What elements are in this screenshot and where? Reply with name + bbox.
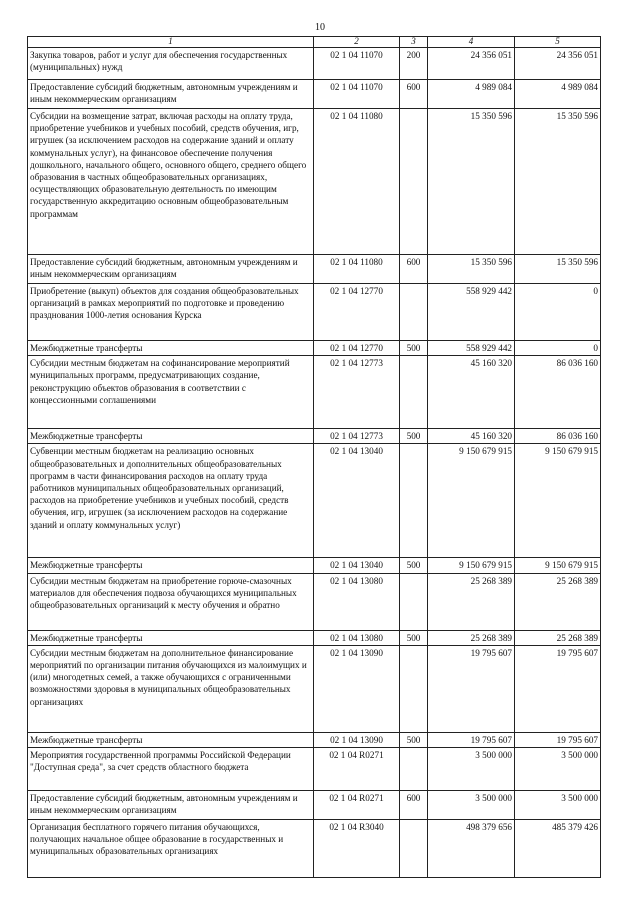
row-sum-2: 9 150 679 915 — [515, 444, 601, 558]
row-sum-2: 86 036 160 — [515, 356, 601, 429]
row-code: 02 1 04 12770 — [314, 341, 400, 356]
table-row — [28, 48, 601, 80]
row-kvr — [400, 820, 428, 878]
row-code: 02 1 04 13040 — [314, 558, 400, 573]
table-row — [28, 341, 601, 356]
row-sum-1: 558 929 442 — [428, 284, 515, 341]
table-row — [28, 255, 601, 284]
row-sum-1: 498 379 656 — [428, 820, 515, 878]
row-kvr: 600 — [400, 791, 428, 820]
row-sum-2: 15 350 596 — [515, 109, 601, 255]
row-sum-2: 3 500 000 — [515, 791, 601, 820]
row-name: Межбюджетные трансферты — [28, 341, 314, 356]
row-sum-1: 9 150 679 915 — [428, 558, 515, 573]
row-kvr — [400, 356, 428, 429]
table-row — [28, 284, 601, 341]
row-name: Субсидии на возмещение затрат, включая расходы на оплату труда, приобретение учебников и учебных пособий, средств обучения, игр, игрушек (за исключением расходов на содержание зданий и оплату коммунальных услуг), на финансовое обеспечение получения дошкольного, начального общего, основного общего, среднего общего образования в частных общеобразовательных организациях, осуществляющих образовательную деятельность по имеющим государственную аккредитацию основным общеобразовательным программам — [28, 109, 314, 255]
row-sum-2: 4 989 084 — [515, 80, 601, 109]
row-name: Приобретение (выкуп) объектов для создания общеобразовательных организаций в рамках мероприятий по подготовке и проведению празднования 1000-летия основания Курска — [28, 284, 314, 341]
row-code: 02 1 04 11080 — [314, 109, 400, 255]
row-code: 02 1 04 12773 — [314, 356, 400, 429]
row-code: 02 1 04 12773 — [314, 429, 400, 444]
row-kvr — [400, 444, 428, 558]
col-header-1: 1 — [28, 37, 314, 48]
row-name: Предоставление субсидий бюджетным, автономным учреждениям и иным некоммерческим организациям — [28, 791, 314, 820]
table-row — [28, 791, 601, 820]
row-sum-2: 0 — [515, 284, 601, 341]
table-row — [28, 645, 601, 732]
table-row — [28, 820, 601, 878]
row-sum-1: 3 500 000 — [428, 748, 515, 791]
row-name: Субсидии местным бюджетам на приобретение горюче-смазочных материалов для обеспечения подвоза обучающихся муниципальных общеобразовательных организаций к месту обучения и обратно — [28, 573, 314, 630]
row-kvr: 600 — [400, 80, 428, 109]
row-sum-2: 19 795 607 — [515, 732, 601, 747]
table-row — [28, 748, 601, 791]
row-sum-2: 86 036 160 — [515, 429, 601, 444]
row-kvr — [400, 109, 428, 255]
row-kvr — [400, 284, 428, 341]
table-row — [28, 558, 601, 573]
row-code: 02 1 04 13040 — [314, 444, 400, 558]
page-number: 10 — [315, 22, 325, 33]
row-name: Межбюджетные трансферты — [28, 732, 314, 747]
row-sum-1: 19 795 607 — [428, 732, 515, 747]
row-code: 02 1 04 13090 — [314, 645, 400, 732]
table-row — [28, 732, 601, 747]
row-name: Субсидии местным бюджетам на софинансирование мероприятий муниципальных программ, предусматривающих создание, реконструкцию объектов образования в соответствии с концессионными соглашениями — [28, 356, 314, 429]
row-name: Предоставление субсидий бюджетным, автономным учреждениям и иным некоммерческим организациям — [28, 80, 314, 109]
col-header-2: 2 — [314, 37, 400, 48]
col-header-4: 4 — [428, 37, 515, 48]
row-sum-2: 19 795 607 — [515, 645, 601, 732]
row-sum-1: 45 160 320 — [428, 356, 515, 429]
row-name: Мероприятия государственной программы Российской Федерации "Доступная среда", за счет средств областного бюджета — [28, 748, 314, 791]
budget-table — [27, 36, 601, 878]
table-row — [28, 356, 601, 429]
row-code: 02 1 04 11080 — [314, 255, 400, 284]
row-sum-1: 3 500 000 — [428, 791, 515, 820]
row-code: 02 1 04 11070 — [314, 80, 400, 109]
row-sum-1: 25 268 389 — [428, 573, 515, 630]
table-row — [28, 429, 601, 444]
row-name: Межбюджетные трансферты — [28, 558, 314, 573]
row-name: Субсидии местным бюджетам на дополнительное финансирование мероприятий по организации питания обучающихся из малоимущих и (или) многодетных семей, а также обучающихся с ограниченными возможностями здоровья в муниципальных общеобразовательных организациях — [28, 645, 314, 732]
row-code: 02 1 04 11070 — [314, 48, 400, 80]
row-name: Предоставление субсидий бюджетным, автономным учреждениям и иным некоммерческим организациям — [28, 255, 314, 284]
row-sum-2: 0 — [515, 341, 601, 356]
table-row — [28, 444, 601, 558]
row-name: Субвенции местным бюджетам на реализацию основных общеобразовательных и дополнительных общеобразовательных программ в части финансирования расходов на оплату труда работников муниципальных общеобразовательных организаций, расходов на приобретение учебников и учебных пособий, средств обучения, игр, игрушек (за исключением расходов на содержание зданий и оплату коммунальных услуг) — [28, 444, 314, 558]
row-code: 02 1 04 13080 — [314, 573, 400, 630]
row-kvr: 500 — [400, 630, 428, 645]
table-row — [28, 109, 601, 255]
row-sum-2: 3 500 000 — [515, 748, 601, 791]
row-sum-2: 25 268 389 — [515, 573, 601, 630]
row-name: Межбюджетные трансферты — [28, 630, 314, 645]
row-kvr: 500 — [400, 732, 428, 747]
table-row — [28, 573, 601, 630]
row-kvr — [400, 573, 428, 630]
table-row — [28, 80, 601, 109]
row-sum-2: 24 356 051 — [515, 48, 601, 80]
row-sum-2: 9 150 679 915 — [515, 558, 601, 573]
row-kvr: 600 — [400, 255, 428, 284]
row-kvr: 500 — [400, 558, 428, 573]
row-code: 02 1 04 R0271 — [314, 748, 400, 791]
row-sum-1: 9 150 679 915 — [428, 444, 515, 558]
row-sum-1: 558 929 442 — [428, 341, 515, 356]
row-sum-1: 25 268 389 — [428, 630, 515, 645]
row-kvr: 500 — [400, 341, 428, 356]
row-code: 02 1 04 R0271 — [314, 791, 400, 820]
row-sum-2: 25 268 389 — [515, 630, 601, 645]
table-row — [28, 630, 601, 645]
row-code: 02 1 04 R3040 — [314, 820, 400, 878]
header-row — [28, 37, 601, 48]
row-name: Закупка товаров, работ и услуг для обеспечения государственных (муниципальных) нужд — [28, 48, 314, 80]
row-sum-2: 15 350 596 — [515, 255, 601, 284]
row-kvr — [400, 645, 428, 732]
col-header-5: 5 — [515, 37, 601, 48]
row-code: 02 1 04 13090 — [314, 732, 400, 747]
col-header-3: 3 — [400, 37, 428, 48]
row-name: Организация бесплатного горячего питания обучающихся, получающих начальное общее образование в государственных и муниципальных образовательных организациях — [28, 820, 314, 878]
row-name: Межбюджетные трансферты — [28, 429, 314, 444]
row-kvr: 200 — [400, 48, 428, 80]
row-sum-1: 15 350 596 — [428, 109, 515, 255]
row-code: 02 1 04 12770 — [314, 284, 400, 341]
row-sum-2: 485 379 426 — [515, 820, 601, 878]
row-sum-1: 45 160 320 — [428, 429, 515, 444]
row-kvr: 500 — [400, 429, 428, 444]
row-sum-1: 19 795 607 — [428, 645, 515, 732]
row-kvr — [400, 748, 428, 791]
row-sum-1: 24 356 051 — [428, 48, 515, 80]
row-code: 02 1 04 13080 — [314, 630, 400, 645]
row-sum-1: 15 350 596 — [428, 255, 515, 284]
row-sum-1: 4 989 084 — [428, 80, 515, 109]
